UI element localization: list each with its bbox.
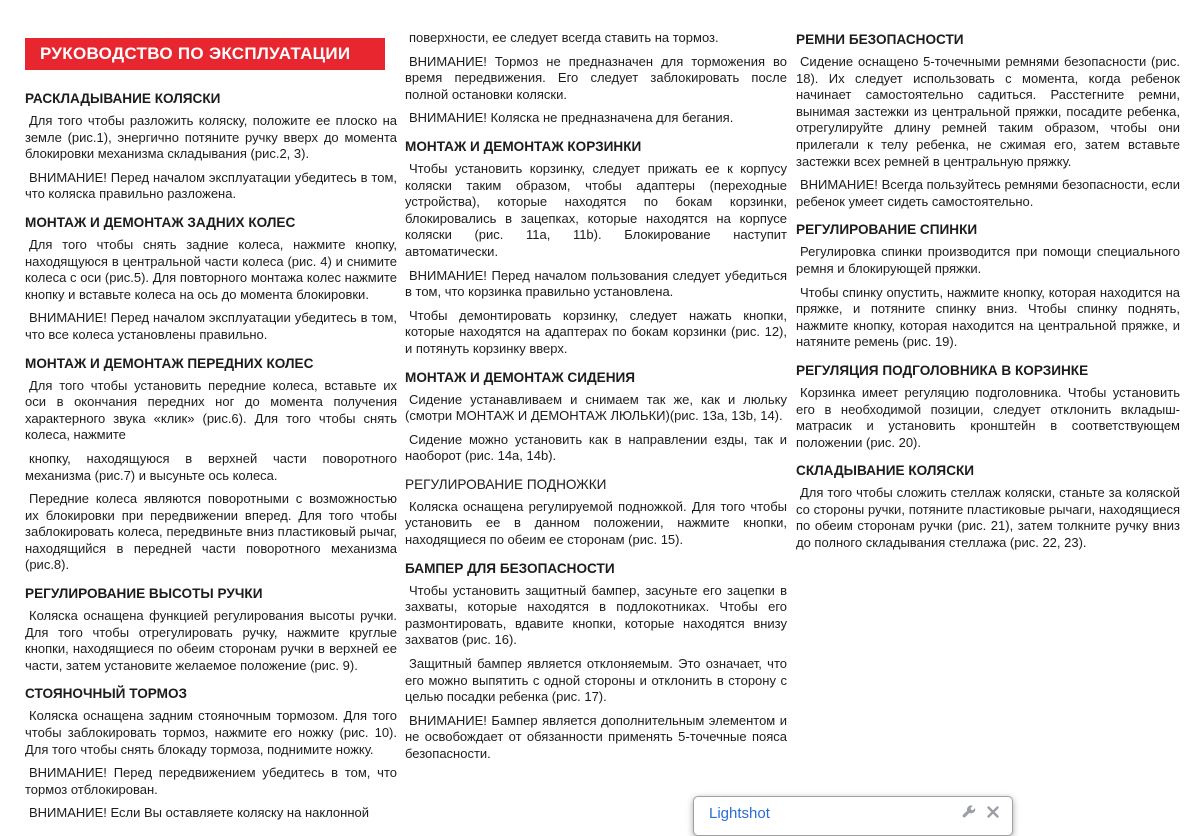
section-heading: СКЛАДЫВАНИЕ КОЛЯСКИ xyxy=(796,463,975,479)
paragraph: ВНИМАНИЕ! Перед началом эксплуатации убедитесь в том, что все колеса установлены правильно. xyxy=(25,310,397,342)
paragraph: Регулировка спинки производится при помощи специального ремня и блокирующей пряжки. xyxy=(796,244,1180,276)
paragraph: кнопку, находящуюся в верхней части поворотного механизма (рис.7) и высуньте ось колеса. xyxy=(25,450,397,483)
paragraph: ВНИМАНИЕ! Коляска не предназначена для бегания. xyxy=(409,110,734,126)
section-heading: РЕГУЛИРОВАНИЕ СПИНКИ xyxy=(796,222,978,238)
paragraph: Для того чтобы сложить стеллаж коляски, станьте за коляской со стороны ручки, потяните пластиковые рычаги, находящиеся по обеим сторонам ручки (рис. 21), затем толкните ручку вниз до полного складывания стеллажа (рис. 22, 23). xyxy=(796,485,1180,551)
paragraph: ВНИМАНИЕ! Перед началом эксплуатации убедитесь в том, что коляска правильно разложена. xyxy=(25,169,397,202)
paragraph: Для того чтобы снять задние колеса, нажмите кнопку, находящуюся в центральной части колеса (рис. 4) и снимите колеса с оси (рис.5). Для повторного монтажа колес нажмите кнопку и вставьте колеса на ось до момента блокировки. xyxy=(25,236,397,302)
column-1 xyxy=(25,38,397,829)
paragraph: Чтобы установить защитный бампер, засуньте его зацепки в захваты, которые находятся в подлокотниках. Чтобы его размонтировать, вдавите кнопки, которые находятся внизу захватов (рис. 16). xyxy=(405,582,787,648)
paragraph: поверхности, ее следует всегда ставить на тормоз. xyxy=(409,30,719,45)
paragraph: Защитный бампер является отклоняемым. Это означает, что его можно выпятить с одной стороны и отклонить в сторону с целью посадки ребенка (рис. 17). xyxy=(405,656,787,705)
section-heading: РЕМНИ БЕЗОПАСНОСТИ xyxy=(796,32,964,47)
paragraph: Корзинка имеет регуляцию подголовника. Чтобы установить его в необходимой позиции, следует отклонить вкладыш-матрасик и установить кронштейн в соответствующем положении (рис. 20). xyxy=(796,384,1180,450)
section-heading: БАМПЕР ДЛЯ БЕЗОПАСНОСТИ xyxy=(405,560,615,576)
section-heading: РЕГУЛИРОВАНИЕ ПОДНОЖКИ xyxy=(405,476,607,492)
close-icon[interactable] xyxy=(987,806,999,818)
lightshot-window xyxy=(693,796,1013,836)
paragraph: Чтобы спинку опустить, нажмите кнопку, которая находится на пряжке, и потяните спинку вниз. Чтобы спинку поднять, нажмите кнопку, которая находится на центральной пряжке, и натяните ремень (рис. 19). xyxy=(796,284,1180,350)
paragraph: Коляска оснащена функцией регулирования высоты ручки. Для того чтобы отрегулировать ручку, нажмите круглые кнопки, находящиеся по обеим сторонам ручки в верхней ее части, затем установите желаемое положение (рис. 9). xyxy=(25,608,397,673)
paragraph: Для того чтобы установить передние колеса, вставьте их оси в окончания передних ног до момента получения характерного звука «клик» (рис.6). Для того чтобы снять колеса, нажмите xyxy=(25,377,397,443)
paragraph: Сидение устанавливаем и снимаем так же, как и люльку (смотри МОНТАЖ И ДЕМОНТАЖ ЛЮЛЬКИ)(рис. 13a, 13b, 14). xyxy=(405,391,787,424)
column-3 xyxy=(796,31,1180,559)
section-heading: МОНТАЖ И ДЕМОНТАЖ СИДЕНИЯ xyxy=(405,369,636,385)
manual-title-banner xyxy=(25,38,385,70)
paragraph: ВНИМАНИЕ! Если Вы оставляете коляску на наклонной xyxy=(29,805,370,821)
paragraph: Чтобы демонтировать корзинку, следует нажать кнопки, которые находятся на адаптерах по бокам корзинки (рис. 12), и потянуть корзинку вверх. xyxy=(405,307,787,356)
section-heading: МОНТАЖ И ДЕМОНТАЖ ПЕРЕДНИХ КОЛЕС xyxy=(25,355,314,371)
section-heading: РЕГУЛЯЦИЯ ПОДГОЛОВНИКА В КОРЗИНКЕ xyxy=(796,362,1089,378)
paragraph: Коляска оснащена регулируемой подножкой. Для того чтобы установить ее в данном положении, нажмите кнопки, находящиеся по обеим ее сторонам (рис. 15). xyxy=(405,498,787,548)
paragraph: Передние колеса являются поворотными с возможностью их блокировки при передвижении вперед. Для того чтобы заблокировать колеса, передвиньте вниз пластиковый рычаг, находящийся в передней части поворотного механизма (рис.8). xyxy=(25,491,397,573)
column-1-content xyxy=(25,90,397,822)
paragraph: Сидение можно установить как в направлении езды, так и наоборот (рис. 14a, 14b). xyxy=(405,431,787,464)
lightshot-titlebar-buttons xyxy=(962,805,999,819)
paragraph: Коляска оснащена задним стояночным тормозом. Для того чтобы заблокировать тормоз, нажмите его ножку (рис. 10). Для того чтобы снять блокаду тормоза, поднимите ножку. xyxy=(25,708,397,757)
wrench-icon[interactable] xyxy=(962,805,976,819)
paragraph: ВНИМАНИЕ! Бампер является дополнительным элементом и не освобождает от обязанности применять 5-точечные пояса безопасности. xyxy=(405,712,787,761)
paragraph: ВНИМАНИЕ! Перед передвижением убедитесь в том, что тормоз отблокирован. xyxy=(25,765,397,797)
paragraph: ВНИМАНИЕ! Перед началом пользования следует убедиться в том, что корзинка правильно установлена. xyxy=(405,267,787,300)
section-heading: МОНТАЖ И ДЕМОНТАЖ КОРЗИНКИ xyxy=(405,138,642,154)
paragraph: Чтобы установить корзинку, следует прижать ее к корпусу коляски таким образом, чтобы адаптеры (переходные устройства), которые находятся по бокам корзинки, блокировались в зацепках, которые находятся на корпусе коляски (рис. 11a, 11b). Блокирование наступит автоматически. xyxy=(405,160,787,259)
column-2 xyxy=(405,30,787,770)
paragraph: ВНИМАНИЕ! Всегда пользуйтесь ремнями безопасности, если ребенок умеет сидеть самостоятельно. xyxy=(796,177,1180,209)
paragraph: Сидение оснащено 5-точечными ремнями безопасности (рис. 18). Их следует использовать с момента, когда ребенок начинает самостоятельно садиться. Расстегните ремни, вынимая застежки из центральной пряжки, посадите ребенка, отрегулируйте длину ремней таким образом, чтобы они прилегали к телу ребенка, не сжимая его, затем вставьте застежки всех ремней в центральную пряжку. xyxy=(796,54,1180,169)
lightshot-title: Lightshot xyxy=(709,805,770,822)
section-heading: РЕГУЛИРОВАНИЕ ВЫСОТЫ РУЧКИ xyxy=(25,586,263,602)
section-heading: РАСКЛАДЫВАНИЕ КОЛЯСКИ xyxy=(25,91,221,106)
manual-title: РУКОВОДСТВО ПО ЭКСПЛУАТАЦИИ xyxy=(40,44,351,63)
paragraph: Для того чтобы разложить коляску, положите ее плоско на земле (рис.1), энергично потяните ручку вверх до момента блокировки механизма складывания (рис.2, 3). xyxy=(25,113,397,162)
section-heading: СТОЯНОЧНЫЙ ТОРМОЗ xyxy=(25,686,188,702)
section-heading: МОНТАЖ И ДЕМОНТАЖ ЗАДНИХ КОЛЕС xyxy=(25,214,296,230)
paragraph: ВНИМАНИЕ! Тормоз не предназначен для торможения во время передвижения. Его следует заблокировать после полной остановки коляски. xyxy=(405,53,787,102)
